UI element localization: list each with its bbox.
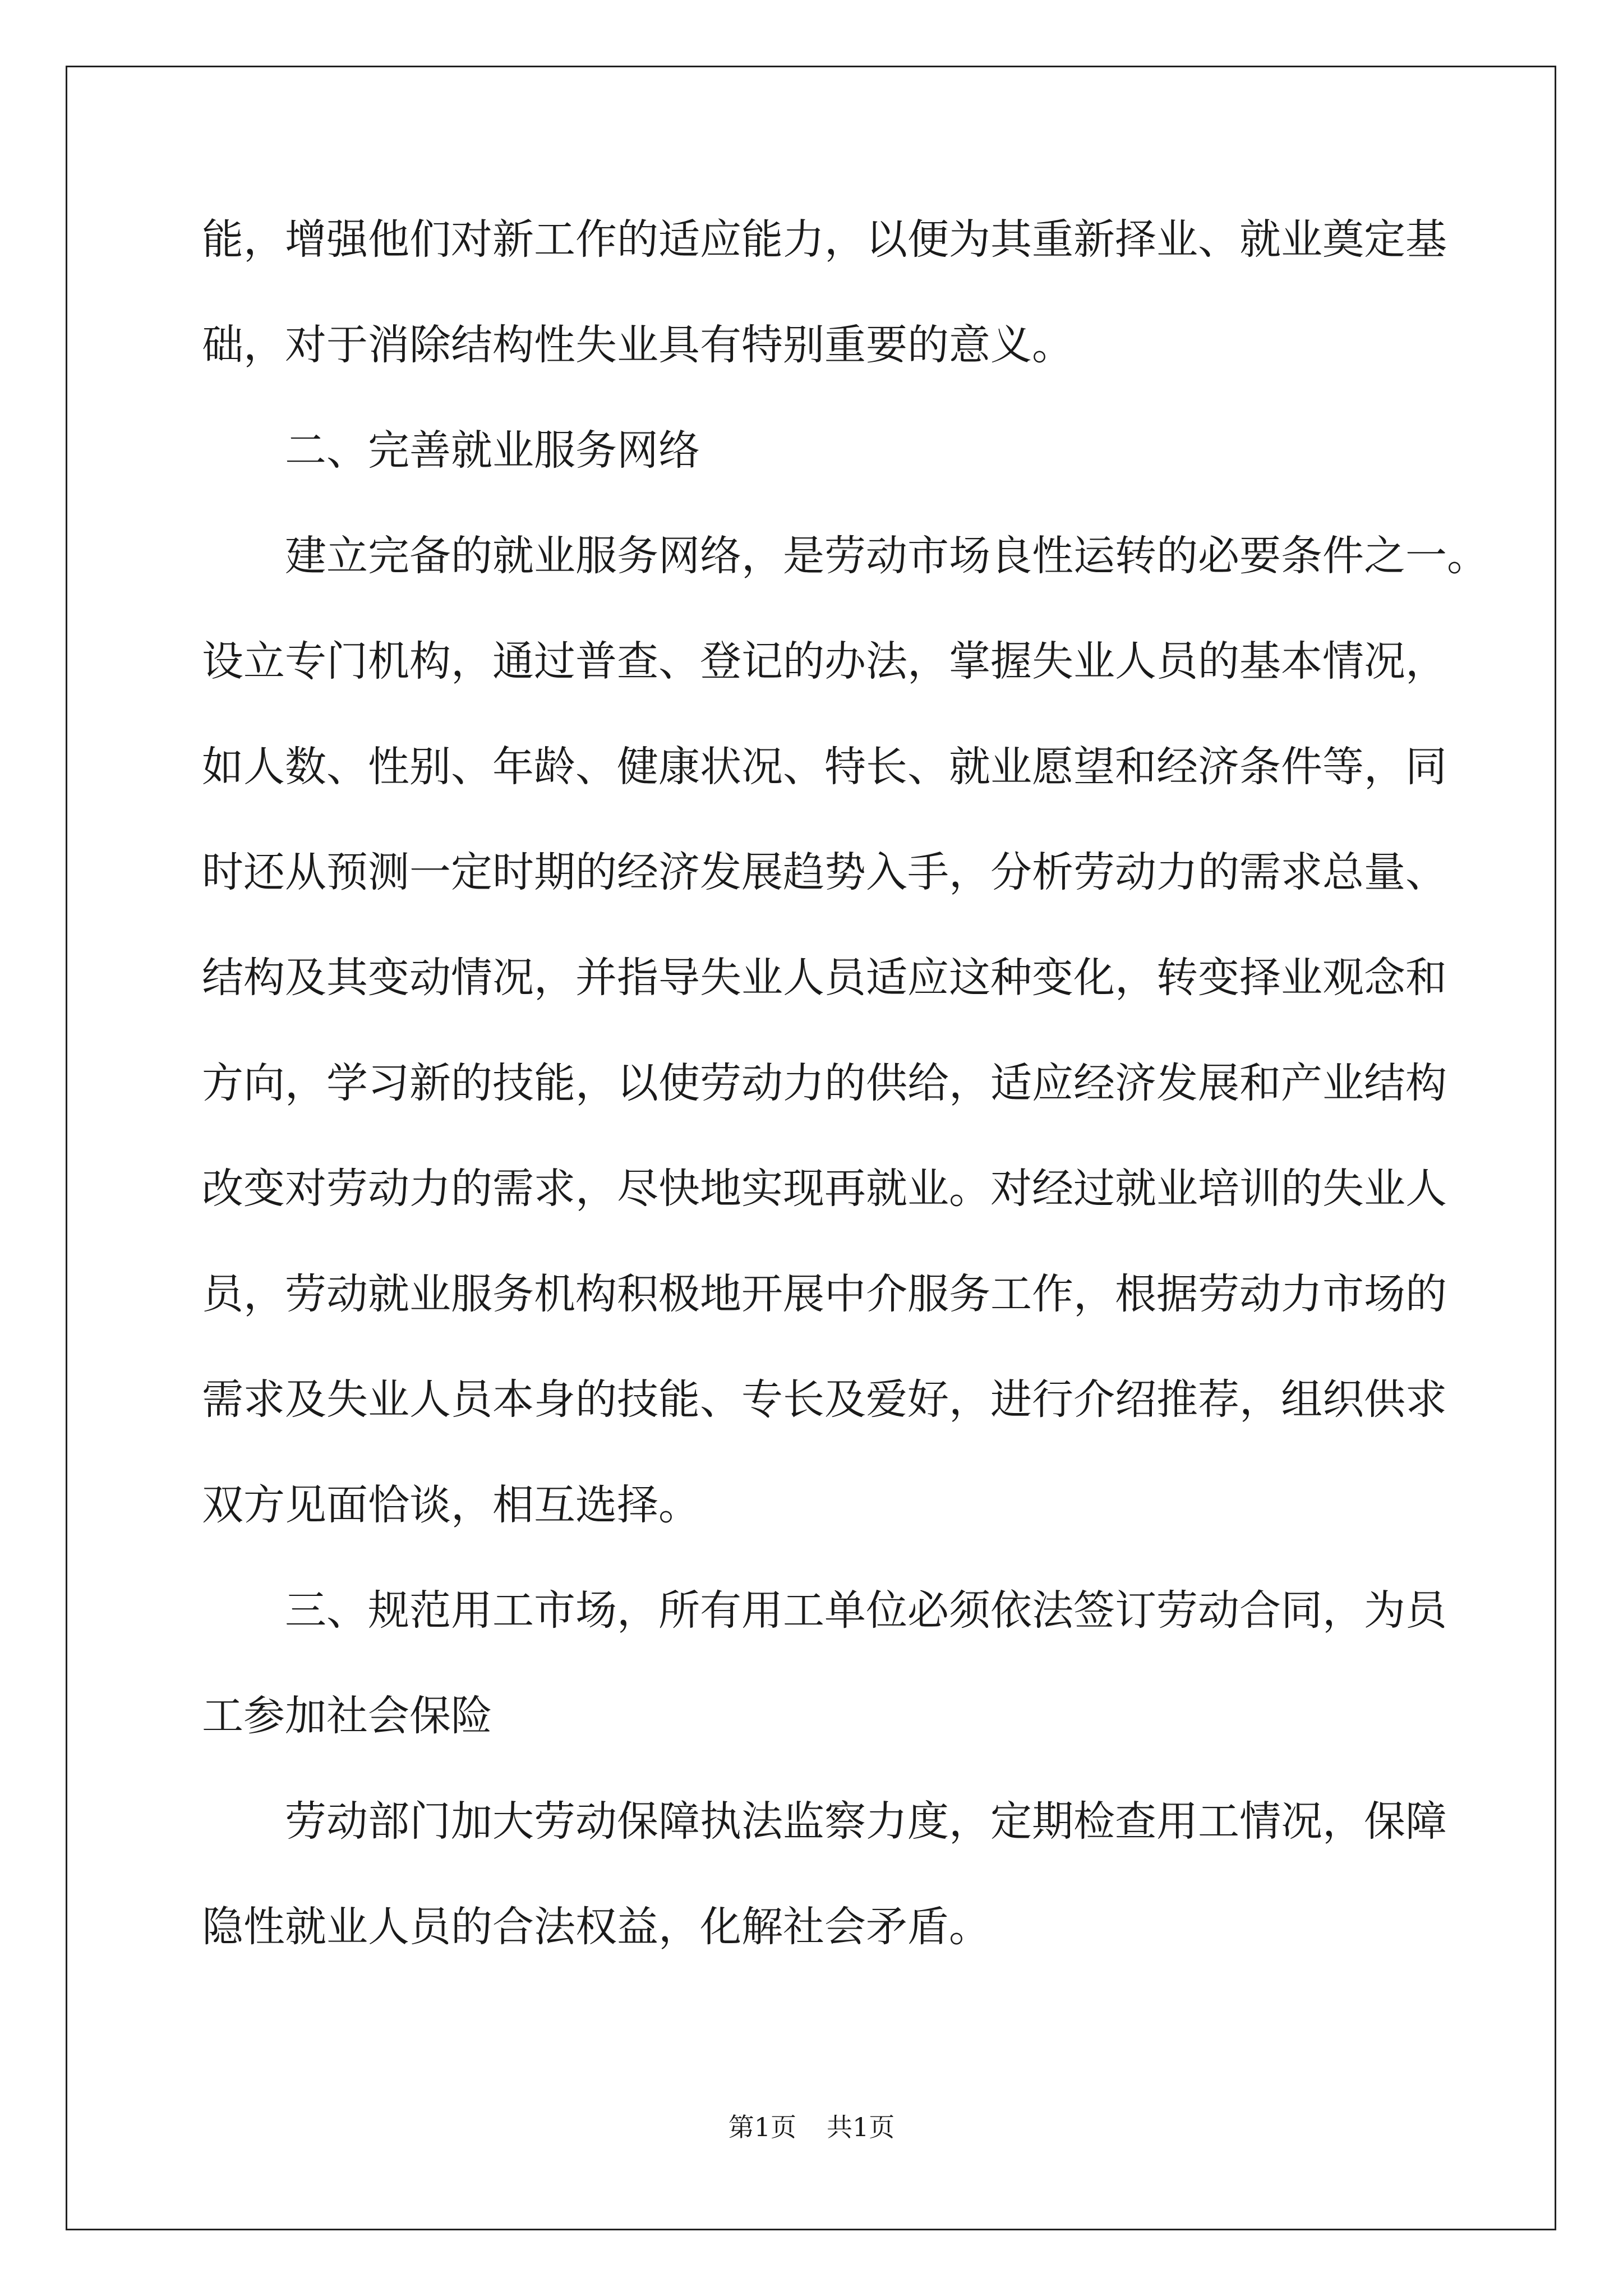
paragraph — [202, 213, 1447, 371]
section-heading — [202, 424, 1436, 477]
text-line: 方向，学习新的技能，以使劳动力的供给，适应经济发展和产业结构 — [202, 1059, 1447, 1107]
page-number: 第1页 — [728, 2112, 796, 2142]
text-line: 需求及失业人员本身的技能、专长及爱好，进行介绍推荐，组织供求 — [202, 1375, 1447, 1424]
text-line: 时还从预测一定时期的经济发展趋势入手，分析劳动力的需求总量、 — [202, 848, 1447, 896]
document-body — [202, 213, 1488, 1953]
text-line: 建立完备的就业服务网络，是劳动市场良性运转的必要条件之一。 — [285, 532, 1488, 580]
text-line: 双方见面恰谈，相互选择。 — [202, 1481, 700, 1529]
page-footer — [0, 2110, 1623, 2144]
text-line: 劳动部门加大劳动保障执法监察力度，定期检查用工情况，保障 — [285, 1797, 1447, 1846]
text-line: 三、规范用工市场，所有用工单位必须依法签订劳动合同，为员 — [285, 1586, 1447, 1635]
text-line: 改变对劳动力的需求，尽快地实现再就业。对经过就业培训的失业人 — [202, 1165, 1447, 1213]
paragraph — [202, 530, 1488, 1531]
text-line: 隐性就业人员的合法权益，化解社会矛盾。 — [202, 1903, 990, 1951]
paragraph — [202, 1795, 1447, 1953]
page-total: 共1页 — [827, 2112, 895, 2142]
text-line: 员，劳动就业服务机构积极地开展中介服务工作，根据劳动力市场的 — [202, 1270, 1447, 1318]
text-line: 结构及其变动情况，并指导失业人员适应这种变化，转变择业观念和 — [202, 954, 1447, 1002]
section-heading — [202, 1584, 1447, 1742]
text-line: 二、完善就业服务网络 — [285, 426, 700, 475]
text-line: 如人数、性别、年龄、健康状况、特长、就业愿望和经济条件等，同 — [202, 743, 1447, 791]
text-line: 设立专门机构，通过普查、登记的办法，掌握失业人员的基本情况， — [202, 637, 1447, 685]
text-line: 工参加社会保险 — [202, 1692, 492, 1740]
text-line: 能，增强他们对新工作的适应能力，以便为其重新择业、就业奠定基 — [202, 215, 1447, 264]
text-line: 础，对于消除结构性失业具有特别重要的意义。 — [202, 321, 1073, 369]
